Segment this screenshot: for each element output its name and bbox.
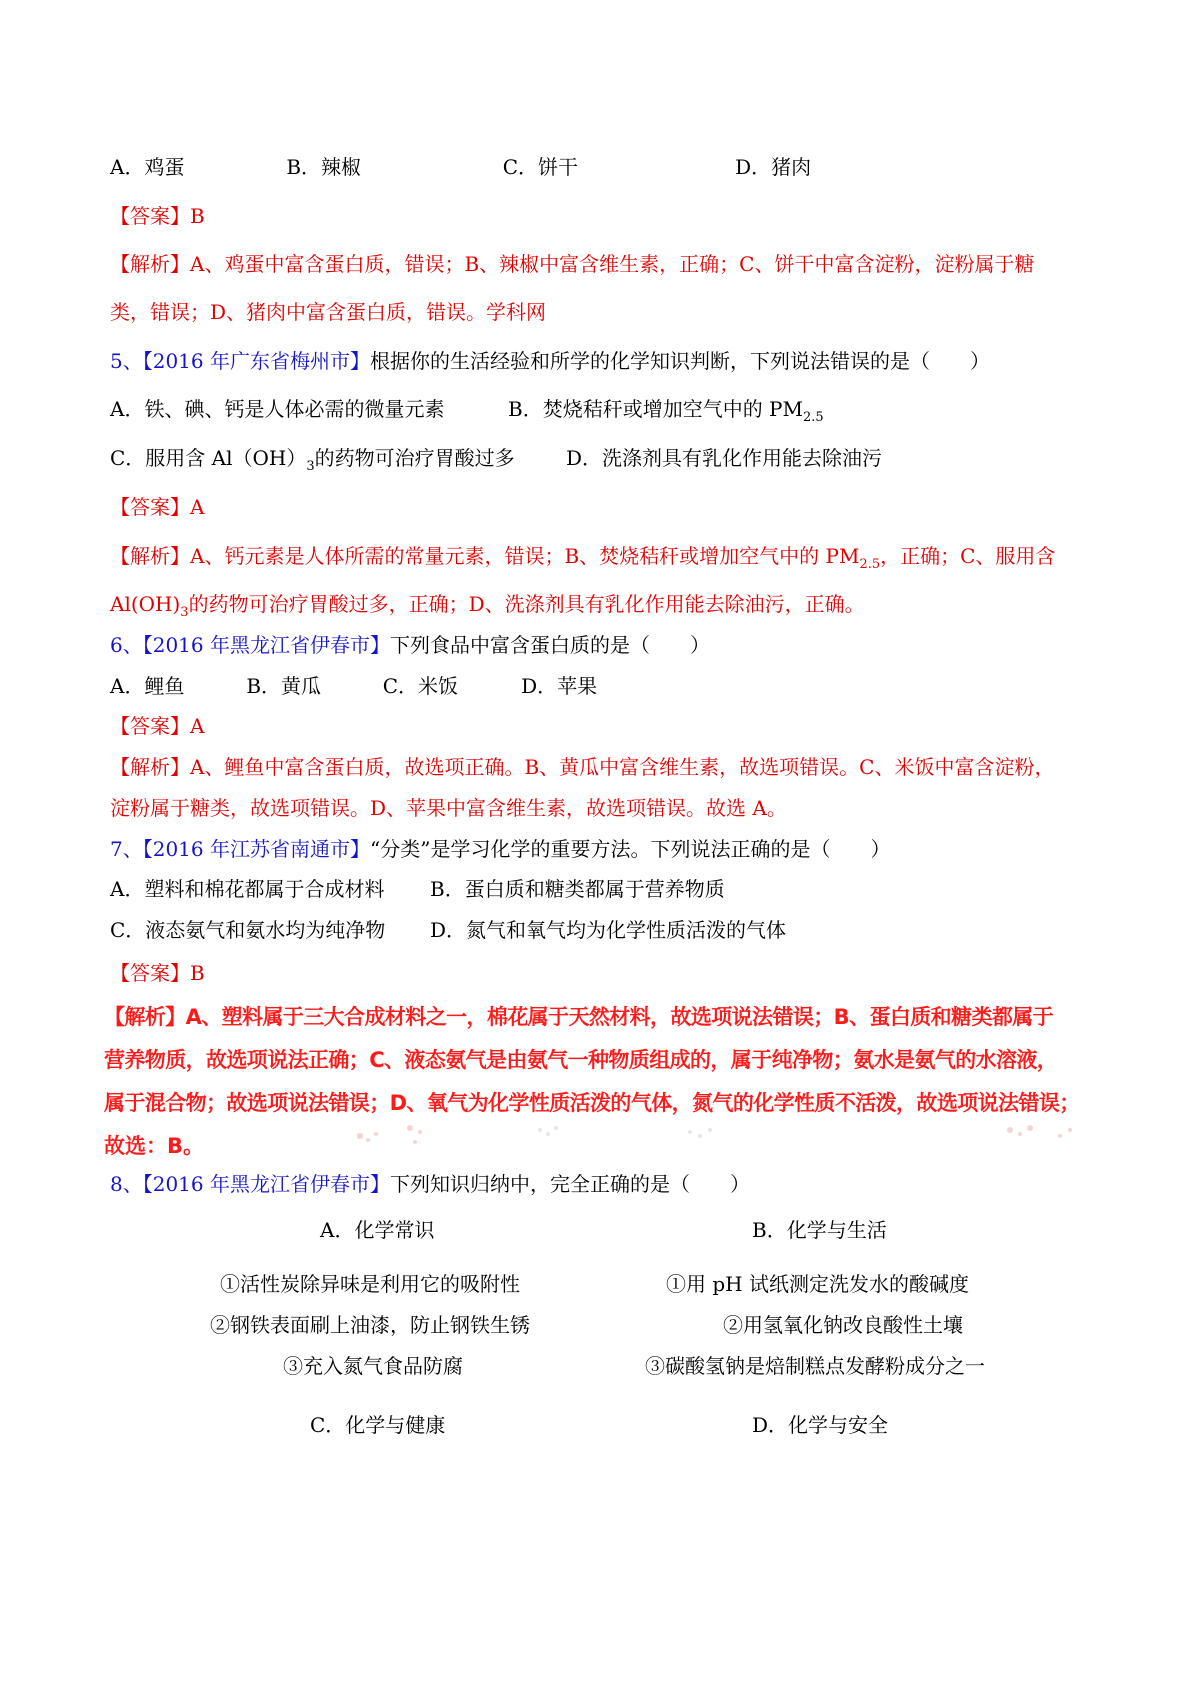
option-text: B．焚烧秸秆或增加空气中的 PM xyxy=(508,397,803,421)
answer-value: A xyxy=(190,714,205,738)
option-text: 的药物可治疗胃酸过多 xyxy=(314,446,515,470)
answer-value: B xyxy=(190,961,205,985)
q4-option-c: C．饼干 xyxy=(502,155,579,179)
q7-analysis-line: 故选：B。 xyxy=(104,1134,205,1158)
q4-option-b: B．辣椒 xyxy=(286,155,362,179)
question-source: 【2016 年黑龙江省伊春市】 xyxy=(142,1172,390,1196)
table-cell-b-item: ③碳酸氢钠是焙制糕点发酵粉成分之一 xyxy=(645,1354,985,1378)
table-header-d: D．化学与安全 xyxy=(752,1413,889,1437)
table-header-c: C．化学与健康 xyxy=(310,1413,446,1437)
question-number: 8、 xyxy=(110,1172,143,1196)
q6-analysis-line xyxy=(110,755,1054,779)
q7-stem xyxy=(110,837,890,861)
q7-analysis-line: 【解析】A、塑料属于三大合成材料之一，棉花属于天然材料，故选项说法错误；B、蛋白质和糖类都属于 xyxy=(104,1005,1054,1029)
analysis-label: 【解析】 xyxy=(110,252,190,276)
q5-answer xyxy=(110,495,204,519)
q5-option-c xyxy=(110,446,566,474)
question-text: “分类”是学习化学的重要方法。下列说法正确的是（ ） xyxy=(370,837,891,861)
table-header-a: A．化学常识 xyxy=(320,1218,435,1242)
q4-options xyxy=(110,155,811,179)
subscript: 3 xyxy=(180,605,189,620)
question-number: 6、 xyxy=(110,633,143,657)
q6-option-c: C．米饭 xyxy=(382,674,459,698)
q7-analysis-line: 属于混合物；故选项说法错误；D、氧气为化学性质活泼的气体，氮气的化学性质不活泼，故选项说法错误； xyxy=(104,1091,1080,1115)
q5-analysis-line xyxy=(110,544,1056,572)
question-source: 【2016 年江苏省南通市】 xyxy=(142,837,370,861)
subscript: 2.5 xyxy=(859,557,881,572)
question-source: 【2016 年广东省梅州市】 xyxy=(142,349,370,373)
answer-label: 【答案】 xyxy=(110,495,190,519)
subscript: 3 xyxy=(306,459,315,474)
q7-option-c: C．液态氨气和氨水均为纯净物 xyxy=(110,918,386,942)
option-text: C．服用含 Al（OH） xyxy=(110,446,307,470)
q7-answer xyxy=(110,961,205,985)
q5-option-b xyxy=(508,397,824,425)
q5-option-a: A．铁、碘、钙是人体必需的微量元素 xyxy=(110,397,445,421)
table-cell-a-item: ②钢铁表面刷上油漆，防止钢铁生锈 xyxy=(210,1313,530,1337)
table-cell-b-item: ②用氢氧化钠改良酸性土壤 xyxy=(723,1313,963,1337)
q8-stem xyxy=(110,1172,750,1196)
q5-options-row1 xyxy=(110,397,824,425)
table-cell-b-item: ①用 pH 试纸测定洗发水的酸碱度 xyxy=(666,1272,969,1296)
question-text: 根据你的生活经验和所学的化学知识判断，下列说法错误的是（ ） xyxy=(370,349,990,373)
analysis-label: 【解析】 xyxy=(110,755,190,779)
table-cell-a-item: ③充入氮气食品防腐 xyxy=(283,1354,463,1378)
answer-value: B xyxy=(190,204,205,228)
analysis-text: A、钙元素是人体所需的常量元素，错误；B、焚烧秸秆或增加空气中的 PM xyxy=(190,544,860,568)
q5-option-d: D．洗涤剂具有乳化作用能去除油污 xyxy=(566,446,883,470)
answer-value: A xyxy=(190,495,205,519)
q4-option-d: D．猪肉 xyxy=(735,155,812,179)
q6-option-b: B．黄瓜 xyxy=(246,674,322,698)
answer-label: 【答案】 xyxy=(110,961,190,985)
q6-option-a: A．鲤鱼 xyxy=(110,674,185,698)
q6-option-d: D．苹果 xyxy=(521,674,598,698)
q4-answer xyxy=(110,204,205,228)
q7-option-d: D．氮气和氧气均为化学性质活泼的气体 xyxy=(430,918,787,942)
analysis-text: A、鲤鱼中富含蛋白质，故选项正确。B、黄瓜中富含维生素，故选项错误。C、米饭中富含淀粉， xyxy=(190,755,1055,779)
q6-analysis-line: 淀粉属于糖类，故选项错误。D、苹果中富含维生素，故选项错误。故选 A。 xyxy=(110,796,787,820)
q7-options-row1 xyxy=(110,877,725,901)
question-number: 7、 xyxy=(110,837,143,861)
analysis-text: A、鸡蛋中富含蛋白质，错误；B、辣椒中富含维生素，正确；C、饼干中富含淀粉，淀粉属于糖 xyxy=(190,252,1035,276)
subscript: 2.5 xyxy=(803,410,824,425)
q5-stem xyxy=(110,349,990,373)
q4-option-a: A．鸡蛋 xyxy=(110,155,185,179)
answer-label: 【答案】 xyxy=(110,204,190,228)
q7-option-b: B．蛋白质和糖类都属于营养物质 xyxy=(430,877,725,901)
analysis-text: Al(OH) xyxy=(110,592,181,616)
analysis-label: 【解析】 xyxy=(110,544,190,568)
analysis-text: 的药物可治疗胃酸过多，正确；D、洗涤剂具有乳化作用能去除油污，正确。 xyxy=(188,592,865,616)
q7-option-a: A．塑料和棉花都属于合成材料 xyxy=(110,877,385,901)
analysis-text: ，正确；C、服用含 xyxy=(880,544,1056,568)
q7-analysis-line: 营养物质，故选项说法正确；C、液态氨气是由氨气一种物质组成的，属于纯净物；氨水是氨气的水溶液， xyxy=(104,1048,1058,1072)
q4-analysis-line: 类，错误；D、猪肉中富含蛋白质，错误。学科网 xyxy=(110,300,547,324)
q6-options xyxy=(110,674,597,698)
table-header-b: B．化学与生活 xyxy=(752,1218,887,1242)
question-number: 5、 xyxy=(110,349,143,373)
q4-analysis-line xyxy=(110,252,1034,276)
q6-stem xyxy=(110,633,710,657)
q5-options-row2 xyxy=(110,446,883,474)
question-text: 下列知识归纳中，完全正确的是（ ） xyxy=(390,1172,750,1196)
table-cell-a-item: ①活性炭除异味是利用它的吸附性 xyxy=(220,1272,520,1296)
answer-label: 【答案】 xyxy=(110,714,190,738)
q7-options-row2 xyxy=(110,918,786,942)
q5-analysis-line xyxy=(110,592,865,620)
question-text: 下列食品中富含蛋白质的是（ ） xyxy=(390,633,710,657)
q6-answer xyxy=(110,714,204,738)
question-source: 【2016 年黑龙江省伊春市】 xyxy=(142,633,390,657)
